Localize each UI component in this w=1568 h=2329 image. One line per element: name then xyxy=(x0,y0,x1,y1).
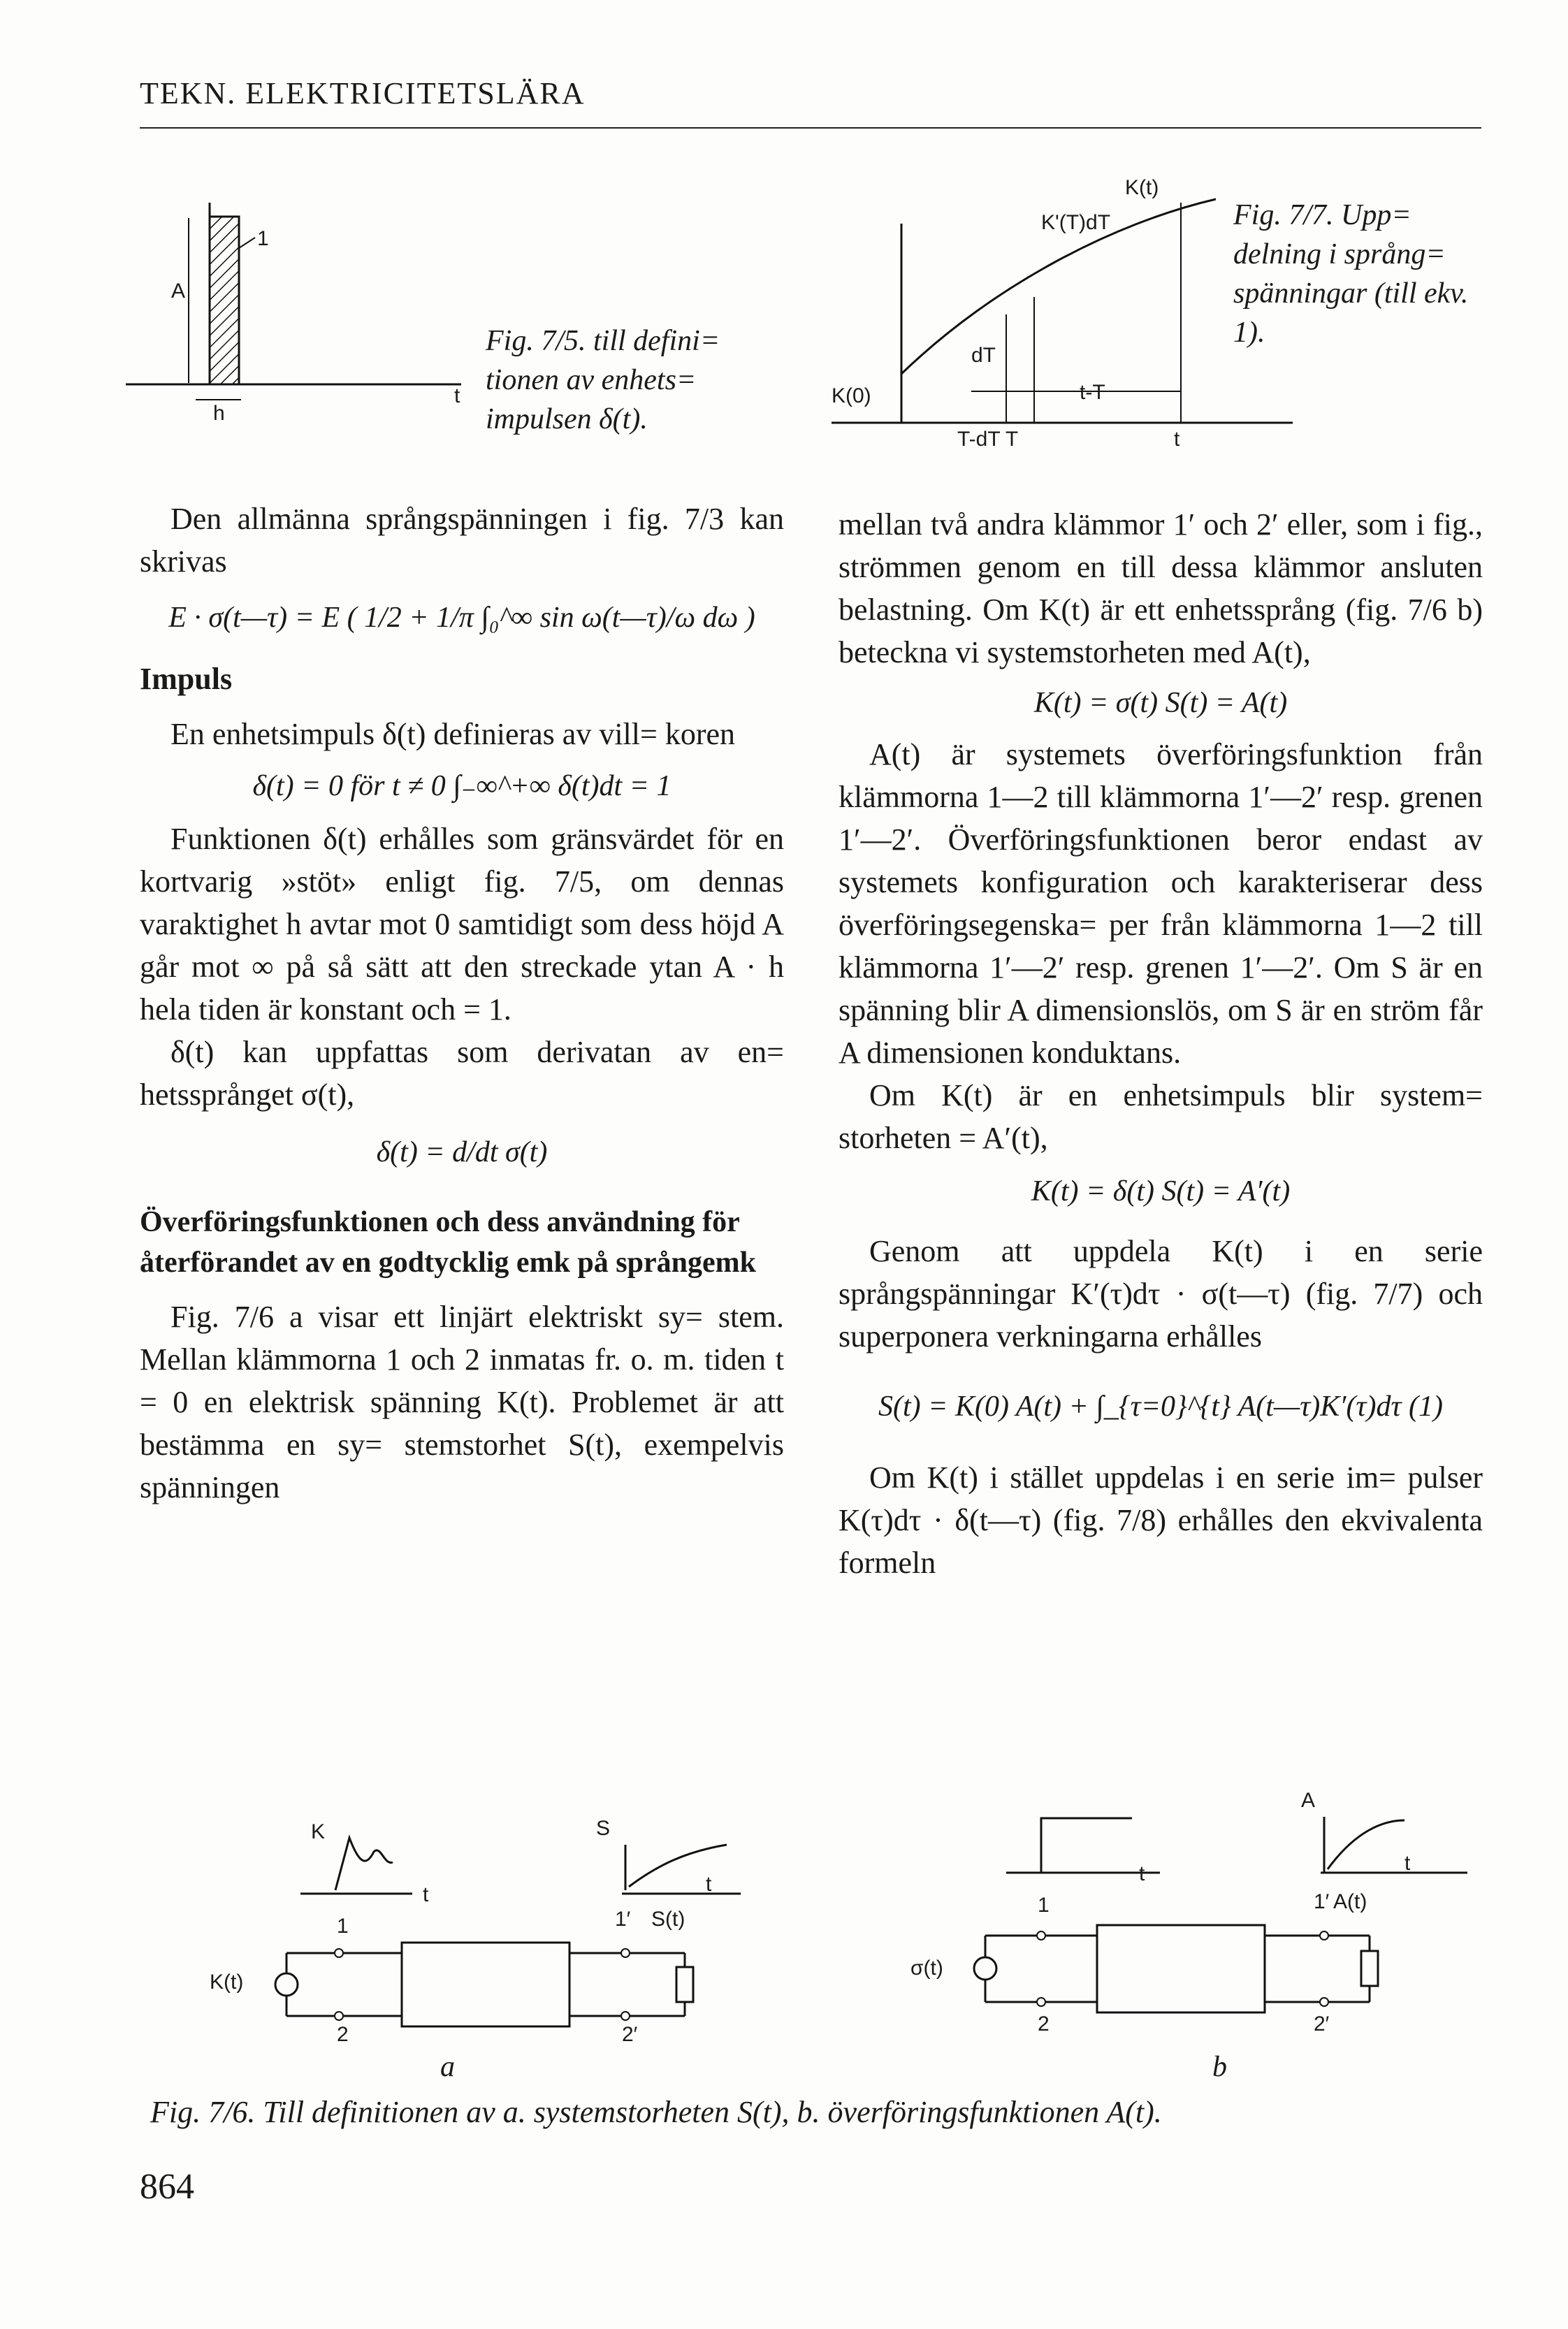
right-equation-1: K(t) = σ(t) S(t) = A(t) xyxy=(1033,687,1288,719)
fig75-label-h: h xyxy=(213,402,225,425)
fig76a-node-1: 1 xyxy=(337,1915,349,1938)
fig76b-label-t1: t xyxy=(1139,1862,1145,1885)
right-paragraph-5: Om K(t) i stället uppdelas i en serie im= pulser K(τ)dτ · δ(t—τ) (fig. 7/8) erhålles den ekvivalenta formeln xyxy=(839,1460,1483,1580)
heading-impuls: Impuls xyxy=(140,662,233,696)
fig-7-5-diagram xyxy=(126,182,489,433)
left-paragraph-3: Funktionen δ(t) erhålles som gränsvärdet för en kortvarig »stöt» enligt fig. 7/5, om dennas varaktighet h avtar mot 0 samtidigt som dess höjd A går mot ∞ på så sätt att den streckade ytan A · h hela tiden är konstant och = 1. xyxy=(140,822,784,1026)
running-title: TEKN. ELEKTRICITETSLÄRA xyxy=(140,76,586,110)
fig76a-label-t2: t xyxy=(706,1873,712,1896)
right-equation-3: S(t) = K(0) A(t) + ∫_{τ=0}^{t} A(t—τ)K′(τ)dτ (1) xyxy=(878,1391,1443,1423)
fig76b-label-At: A(t) xyxy=(1333,1890,1367,1913)
fig77-label-t: t xyxy=(1174,428,1180,451)
fig76b-node-1p: 1′ xyxy=(1314,1890,1330,1913)
heading-overforingsfunktionen: Överföringsfunktionen och dess användning för återförandet av en godtycklig emk på språngemk xyxy=(140,1206,756,1279)
fig76b-node-2: 2 xyxy=(1038,2012,1050,2036)
fig76a-label-S: S xyxy=(596,1817,611,1840)
fig77-label-Kprime: K'(T)dT xyxy=(1041,211,1111,234)
fig75-label-1: 1 xyxy=(257,227,269,250)
fig76a-node-2p: 2′ xyxy=(622,2023,638,2046)
left-paragraph-4: δ(t) kan uppfattas som derivatan av en= hetssprånget σ(t), xyxy=(140,1035,784,1112)
fig-7-6a-circuit xyxy=(210,1817,783,2054)
left-paragraph-2: En enhetsimpuls δ(t) definieras av vill= koren xyxy=(170,717,736,751)
fig75-label-A: A xyxy=(171,280,186,303)
fig75-caption: Fig. 7/5. till defini= tionen av enhets= impulsen δ(t). xyxy=(486,325,720,435)
fig77-label-ttau: t-T xyxy=(1080,381,1105,404)
fig77-caption: Fig. 7/7. Upp= delning i språng= spänningar (till ekv. 1). xyxy=(1233,199,1469,349)
fig75-label-t: t xyxy=(454,384,460,407)
fig76a-node-1p: 1′ xyxy=(615,1908,631,1931)
fig-7-6b-circuit xyxy=(908,1789,1481,2054)
right-paragraph-1: mellan två andra klämmor 1′ och 2′ eller, som i fig., strömmen genom en till dessa klämmor ansluten belastning. Om K(t) är ett enhetssprång (fig. 7/6 b) beteckna vi systemstorheten med A(t), xyxy=(839,507,1483,669)
fig76b-label-A: A xyxy=(1301,1789,1316,1812)
fig76b-node-1: 1 xyxy=(1038,1894,1050,1917)
fig76a-node-2: 2 xyxy=(337,2023,349,2046)
right-equation-2: K(t) = δ(t) S(t) = A′(t) xyxy=(1031,1175,1291,1207)
left-equation-3: δ(t) = d/dt σ(t) xyxy=(376,1136,548,1168)
fig76a-label-St: S(t) xyxy=(651,1908,685,1931)
fig76-sub-b: b xyxy=(1212,2051,1227,2083)
fig76b-label-t2: t xyxy=(1404,1852,1411,1875)
fig76b-label-sigma: σ(t) xyxy=(910,1957,943,1980)
fig77-label-Kt: K(t) xyxy=(1125,176,1159,199)
fig76a-label-t1: t xyxy=(423,1883,429,1906)
fig77-label-K0: K(0) xyxy=(832,384,871,407)
fig77-label-Tmd: T-dT T xyxy=(957,428,1019,451)
right-paragraph-4: Genom att uppdela K(t) i en serie språngspänningar K′(τ)dτ · σ(t—τ) (fig. 7/7) och superponera verkningarna erhålles xyxy=(839,1234,1483,1354)
page-number: 864 xyxy=(140,2167,194,2207)
fig76a-label-K: K xyxy=(311,1820,326,1843)
fig76-caption: Fig. 7/6. Till definitionen av a. systemstorheten S(t), b. överföringsfunktionen A(t). xyxy=(150,2095,1162,2129)
left-paragraph-1: Den allmänna språngspänningen i fig. 7/3 kan skrivas xyxy=(140,502,784,579)
fig76-sub-a: a xyxy=(440,2051,455,2083)
left-paragraph-5: Fig. 7/6 a visar ett linjärt elektriskt sy= stem. Mellan klämmorna 1 och 2 inmatas fr. o. m. tiden t = 0 en elektrisk spänning K(t). Problemet är att bestämma en sy= stemstorhet S(t), exempelvis spänningen xyxy=(140,1300,784,1504)
fig76b-node-2p: 2′ xyxy=(1314,2012,1330,2036)
header-rule xyxy=(140,127,1481,129)
right-paragraph-2: A(t) är systemets överföringsfunktion från klämmorna 1—2 till klämmorna 1′—2′ resp. grenen 1′—2′. Överföringsfunktionen beror endast av systemets konfiguration och karakteriserar dess överföringsegenska= per från klämmorna 1—2 till klämmorna 1′—2′ resp. grenen 1′—2′. Om S är en spänning blir A dimensionslös, om S är en ström får A dimensionen konduktans. xyxy=(839,737,1483,1070)
fig76a-label-Kt: K(t) xyxy=(210,1971,244,1994)
right-paragraph-3: Om K(t) är en enhetsimpuls blir system= storheten = A′(t), xyxy=(839,1078,1483,1155)
left-equation-2: δ(t) = 0 för t ≠ 0 ∫₋∞^+∞ δ(t)dt = 1 xyxy=(252,770,672,802)
fig77-label-dT: dT xyxy=(971,344,996,367)
left-equation-1: E · σ(t—τ) = E ( 1/2 + 1/π ∫₀^∞ sin ω(t—τ)/ω dω ) xyxy=(168,602,755,634)
